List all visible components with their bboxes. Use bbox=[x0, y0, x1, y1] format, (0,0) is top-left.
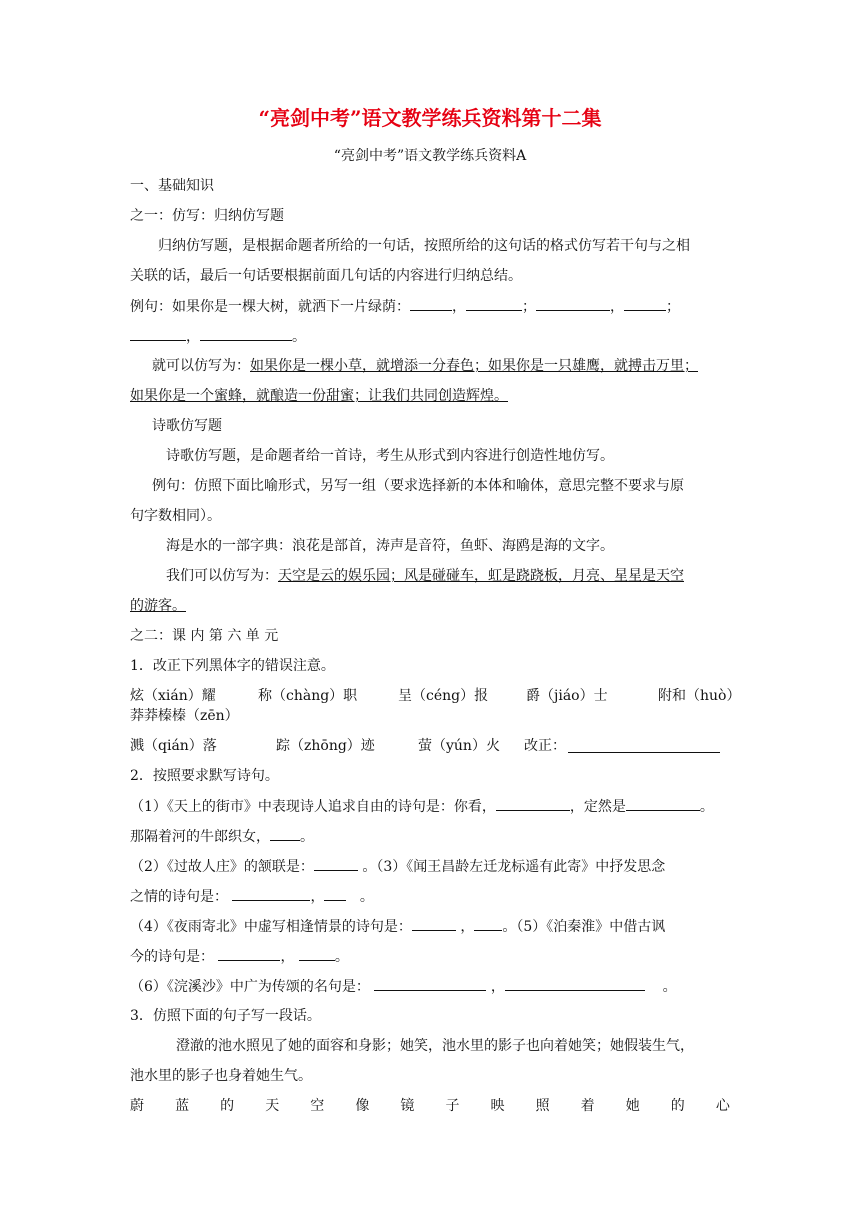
question-2-5 bbox=[130, 946, 730, 967]
spaced-char: 她 bbox=[625, 1098, 640, 1114]
section-heading-imitation: 之一：仿写：归纳仿写题 bbox=[130, 208, 284, 224]
answer-line bbox=[152, 356, 752, 376]
paragraph-line: 归纳仿写题，是根据命题者所给的一句话，按照所给的这句话的格式仿写若干句与之相 bbox=[158, 238, 690, 254]
fill-blank[interactable] bbox=[505, 976, 645, 991]
answer-text: 如果你是一个蜜蜂，就酿造一份甜蜜；让我们共同创造辉煌。 bbox=[130, 388, 508, 404]
spaced-char: 子 bbox=[445, 1098, 460, 1114]
punctuation: 。 bbox=[662, 979, 677, 995]
fill-blank[interactable] bbox=[218, 946, 280, 961]
spaced-char: 心 bbox=[715, 1098, 730, 1114]
fill-blank[interactable] bbox=[314, 856, 358, 871]
fill-blank[interactable] bbox=[496, 796, 570, 811]
correction-label: 改正： bbox=[524, 738, 566, 754]
spaced-char: 蔚 bbox=[130, 1098, 144, 1114]
fill-blank[interactable] bbox=[232, 886, 310, 901]
question-text: ，定然是 bbox=[569, 799, 626, 815]
example-text: 例句：如果你是一棵大树，就洒下一片绿荫： bbox=[130, 299, 410, 315]
section-heading-unit: 之二：课 内 第 六 单 元 bbox=[130, 628, 279, 644]
fill-blank[interactable] bbox=[474, 916, 502, 931]
question-text: 之情的诗句是： bbox=[130, 889, 228, 905]
fill-blank[interactable] bbox=[270, 826, 300, 841]
answer-line bbox=[166, 566, 766, 586]
fill-blank[interactable] bbox=[324, 886, 346, 901]
pinyin-item: 附和（huò） bbox=[658, 688, 741, 704]
question-text: 。（5）《泊秦淮》中借古讽 bbox=[502, 919, 666, 935]
spaced-char: 照 bbox=[535, 1098, 550, 1114]
fill-blank[interactable] bbox=[410, 296, 452, 311]
example-line: 例句：如果你是一棵大树，就洒下一片绿荫： ， ； ， ； bbox=[130, 296, 730, 317]
spaced-sentence bbox=[130, 1096, 730, 1116]
paragraph-line: 诗歌仿写题，是命题者给一首诗，考生从形式到内容进行创造性地仿写。 bbox=[166, 448, 614, 464]
punctuation: 。 bbox=[699, 799, 714, 815]
punctuation: 。 bbox=[300, 829, 314, 845]
answer-line bbox=[130, 596, 730, 616]
punctuation: ， bbox=[460, 919, 475, 935]
punctuation: ， bbox=[280, 949, 295, 965]
question-text: 那隔着河的牛郎织女， bbox=[130, 829, 270, 845]
spaced-char: 蓝 bbox=[175, 1098, 190, 1114]
example-line: ， 。 bbox=[130, 326, 730, 347]
spaced-char: 的 bbox=[670, 1098, 685, 1114]
example-line: 句字数相同）。 bbox=[130, 508, 221, 524]
question-2-6 bbox=[130, 976, 730, 997]
section-heading-basics: 一、基础知识 bbox=[130, 178, 214, 194]
fill-blank[interactable] bbox=[299, 946, 335, 961]
punctuation: ， bbox=[310, 889, 325, 905]
example-line: 海是水的一部字典：浪花是部首，涛声是音符，鱼虾、海鸥是海的文字。 bbox=[166, 538, 614, 554]
paragraph-line: 关联的话，最后一句话要根据前面几句话的内容进行归纳总结。 bbox=[130, 268, 522, 284]
pinyin-item: 踪（zhōng）迹 bbox=[276, 738, 375, 754]
spaced-char: 的 bbox=[220, 1098, 235, 1114]
question-text: 。（3）《闻王昌龄左迁龙标遥有此寄》中抒发思念 bbox=[362, 859, 666, 875]
fill-blank[interactable] bbox=[374, 976, 486, 991]
question-2-4 bbox=[130, 916, 730, 937]
page-subtitle: “亮剑中考”语文教学练兵资料A bbox=[333, 148, 527, 164]
pinyin-item: 爵（jiáo）士 bbox=[526, 688, 608, 704]
answer-lead: 我们可以仿写为： bbox=[166, 568, 278, 584]
question-text: （6）《浣溪沙》中广为传颂的名句是： bbox=[130, 979, 370, 995]
question-text: （4）《夜雨寄北》中虚写相逢情景的诗句是： bbox=[130, 919, 412, 935]
fill-blank[interactable] bbox=[626, 796, 700, 811]
answer-line bbox=[130, 386, 730, 406]
punctuation: 。 bbox=[292, 329, 306, 345]
pinyin-item: 炫（xián）耀 bbox=[130, 688, 216, 704]
question-2-1 bbox=[130, 826, 730, 847]
fill-blank[interactable] bbox=[200, 326, 292, 341]
pinyin-item: 莽莽榛榛（zēn） bbox=[130, 708, 239, 724]
answer-text: 的游客。 bbox=[130, 598, 186, 614]
question-2-2 bbox=[130, 856, 730, 877]
question-text: （2）《过故人庄》的颔联是： bbox=[130, 859, 314, 875]
spaced-char: 镜 bbox=[400, 1098, 415, 1114]
subheading-poem: 诗歌仿写题 bbox=[152, 418, 222, 434]
question-text: 今的诗句是： bbox=[130, 949, 214, 965]
pinyin-item: 溅（qián）落 bbox=[130, 738, 217, 754]
question-2: 2．按照要求默写诗句。 bbox=[130, 768, 279, 784]
punctuation: 。 bbox=[334, 949, 349, 965]
punctuation: 。 bbox=[359, 889, 374, 905]
fill-blank[interactable] bbox=[536, 296, 610, 311]
question-2-3 bbox=[130, 886, 730, 907]
paragraph-line: 池水里的影子也身着她生气。 bbox=[130, 1068, 312, 1084]
spaced-char: 像 bbox=[355, 1098, 370, 1114]
spaced-char: 空 bbox=[310, 1098, 325, 1114]
answer-text: 天空是云的娱乐园；风是碰碰车，虹是跷跷板，月亮、星星是天空 bbox=[278, 568, 684, 584]
spaced-char: 着 bbox=[580, 1098, 595, 1114]
spaced-char: 天 bbox=[265, 1098, 280, 1114]
page-title: “亮剑中考”语文教学练兵资料第十二集 bbox=[258, 106, 602, 130]
fill-blank[interactable] bbox=[412, 916, 456, 931]
punctuation: ， bbox=[490, 979, 505, 995]
example-line: 例句：仿照下面比喻形式，另写一组（要求选择新的本体和喻体，意思完整不要求与原 bbox=[152, 478, 684, 494]
pinyin-item: 呈（céng）报 bbox=[398, 688, 489, 704]
answer-lead: 就可以仿写为： bbox=[152, 358, 250, 374]
question-1: 1．改正下列黑体字的错误注意。 bbox=[130, 658, 335, 674]
fill-blank[interactable] bbox=[130, 326, 186, 341]
paragraph-line: 澄澈的池水照见了她的面容和身影；她笑，池水里的影子也向着她笑；她假装生气， bbox=[176, 1038, 694, 1054]
fill-blank[interactable] bbox=[624, 296, 666, 311]
question-2-1 bbox=[130, 796, 730, 817]
pinyin-item: 萤（yún）火 bbox=[418, 738, 500, 754]
fill-blank[interactable] bbox=[466, 296, 522, 311]
answer-text: 如果你是一棵小草，就增添一分春色；如果你是一只雄鹰，就搏击万里； bbox=[250, 358, 698, 374]
question-3: 3．仿照下面的句子写一段话。 bbox=[130, 1008, 321, 1024]
spaced-char: 映 bbox=[490, 1098, 505, 1114]
correction-blank[interactable] bbox=[568, 738, 720, 753]
pinyin-item: 称（chàng）职 bbox=[258, 688, 358, 704]
question-text: （1）《天上的街市》中表现诗人追求自由的诗句是：你看， bbox=[130, 799, 496, 815]
